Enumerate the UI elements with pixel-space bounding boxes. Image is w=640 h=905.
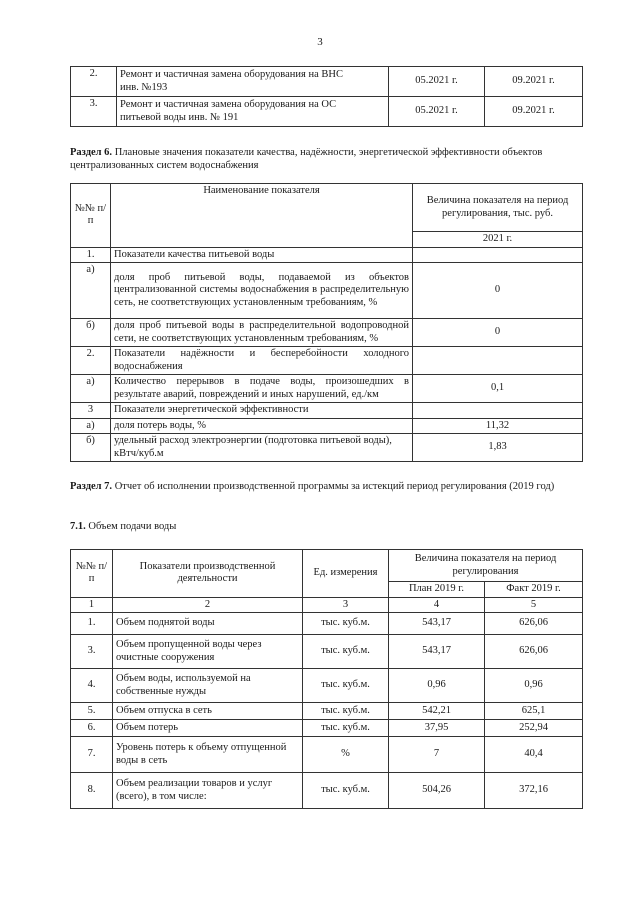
row-name: Объем потерь [113,720,303,737]
table-row [71,347,583,375]
column-number: 5 [485,597,583,613]
row-name: Количество перерывов в подаче воды, произошедших в результате аварий, повреждений и иных нарушений, ед./км [111,375,413,403]
table-row [71,434,583,462]
row-plan: 543,17 [389,635,485,669]
indicators-table [70,183,583,462]
table-row [71,703,583,720]
row-unit: тыс. куб.м. [303,613,389,635]
table-row [71,720,583,737]
row-plan: 504,26 [389,773,485,809]
header-num: №№ п/п [71,550,113,598]
row-plan: 542,21 [389,703,485,720]
row-name-line1: Ремонт и частичная замена оборудования на ВНС [120,69,343,80]
row-number: 2. [71,67,117,97]
row-name-line2: инв. №193 [120,81,168,93]
row-fact: 252,94 [485,720,583,737]
row-name: Показатели надёжности и бесперебойности холодного водоснабжения [111,347,413,375]
section6-title-line2: централизованных систем водоснабжения [70,160,259,171]
row-value [413,347,583,375]
page-number: 3 [317,36,323,48]
row-plan: 37,95 [389,720,485,737]
row-name: Объем воды, используемой на собственные нужды [113,669,303,703]
row-number: 4. [71,669,113,703]
table-header-row [71,550,583,582]
row-name: Объем отпуска в сеть [113,703,303,720]
row-name-line2: питьевой воды инв. № 191 [120,111,239,123]
column-number-row [71,597,583,613]
row-value [413,247,583,263]
table-row [71,613,583,635]
row-plan: 7 [389,737,485,773]
section6-label: Раздел 6. [70,147,113,158]
table-row [71,97,583,127]
row-name [117,67,389,97]
top-table [70,66,583,127]
row-end: 09.2021 г. [485,67,583,97]
section6-title-line1: Плановые значения показатели качества, надёжности, энергетической эффективности объектов [112,147,543,158]
table-header-row [71,184,583,232]
header-fact: Факт 2019 г. [485,582,583,598]
row-value: 11,32 [413,418,583,434]
row-number: а) [71,263,111,319]
row-name: доля проб питьевой воды в распределительной водопроводной сети, не соответствующих установленным требованиям, % [111,319,413,347]
row-unit: тыс. куб.м. [303,703,389,720]
row-start: 05.2021 г. [389,67,485,97]
header-name: Наименование показателя [111,184,413,248]
row-name: Показатели энергетической эффективности [111,403,413,419]
table-row [71,375,583,403]
header-unit: Ед. измерения [303,550,389,598]
subsection71-heading [70,521,176,532]
row-unit: тыс. куб.м. [303,720,389,737]
row-number: 2. [71,347,111,375]
column-number: 1 [71,597,113,613]
row-unit: % [303,737,389,773]
row-number: 8. [71,773,113,809]
row-end: 09.2021 г. [485,97,583,127]
row-plan: 0,96 [389,669,485,703]
row-number: 3. [71,97,117,127]
header-value: Величина показателя на период регулирования [389,550,583,582]
row-name: доля потерь воды, % [111,418,413,434]
row-unit: тыс. куб.м. [303,773,389,809]
row-value: 0 [413,263,583,319]
row-plan: 543,17 [389,613,485,635]
header-plan: План 2019 г. [389,582,485,598]
row-number: 6. [71,720,113,737]
header-value: Величина показателя на период регулирования, тыс. руб. [413,184,583,232]
table-row [71,737,583,773]
row-number: а) [71,418,111,434]
table-row [71,247,583,263]
row-number: 7. [71,737,113,773]
header-num: №№ п/п [71,184,111,248]
row-fact: 626,06 [485,635,583,669]
row-name: Уровень потерь к объему отпущенной воды в сеть [113,737,303,773]
table-row [71,669,583,703]
row-number: 3. [71,635,113,669]
row-number: б) [71,319,111,347]
row-value: 0,1 [413,375,583,403]
row-name: Показатели качества питьевой воды [111,247,413,263]
row-name: Объем реализации товаров и услуг (всего), в том числе: [113,773,303,809]
row-fact: 372,16 [485,773,583,809]
row-unit: тыс. куб.м. [303,635,389,669]
column-number: 4 [389,597,485,613]
table-row [71,773,583,809]
section7-title: Отчет об исполнении производственной программы за истекций период регулирования (2019 год) [112,481,555,492]
header-year: 2021 г. [413,232,583,248]
row-value [413,403,583,419]
row-fact: 40,4 [485,737,583,773]
row-number: 5. [71,703,113,720]
row-value: 0 [413,319,583,347]
row-name: доля проб питьевой воды, подаваемой из объектов централизованной системы водоснабжения в распределительную сеть, не соответствующих установленным требованиям, % [111,263,413,319]
row-number: б) [71,434,111,462]
column-number: 3 [303,597,389,613]
row-start: 05.2021 г. [389,97,485,127]
subsection71-title: Объем подачи воды [85,521,177,532]
row-name [117,97,389,127]
row-number: 1. [71,613,113,635]
row-fact: 626,06 [485,613,583,635]
header-name: Показатели производственной деятельности [113,550,303,598]
section7-label: Раздел 7. [70,481,113,492]
row-name-line1: Ремонт и частичная замена оборудования на ОС [120,99,337,110]
table-row [71,67,583,97]
table-row [71,263,583,319]
row-fact: 0,96 [485,669,583,703]
row-name: Объем поднятой воды [113,613,303,635]
column-number: 2 [113,597,303,613]
table-row [71,319,583,347]
row-number: 3 [71,403,111,419]
row-name: удельный расход электроэнергии (подготовка питьевой воды), кВтч/куб.м [111,434,413,462]
section6-heading [70,146,600,172]
row-number: 1. [71,247,111,263]
row-unit: тыс. куб.м. [303,669,389,703]
table-row [71,403,583,419]
row-value: 1,83 [413,434,583,462]
subsection71-label: 7.1. [70,521,86,532]
table-row [71,418,583,434]
section7-heading [70,480,582,493]
water-supply-table [70,549,583,809]
row-name: Объем пропущенной воды через очистные сооружения [113,635,303,669]
row-number: а) [71,375,111,403]
table-row [71,635,583,669]
row-fact: 625,1 [485,703,583,720]
